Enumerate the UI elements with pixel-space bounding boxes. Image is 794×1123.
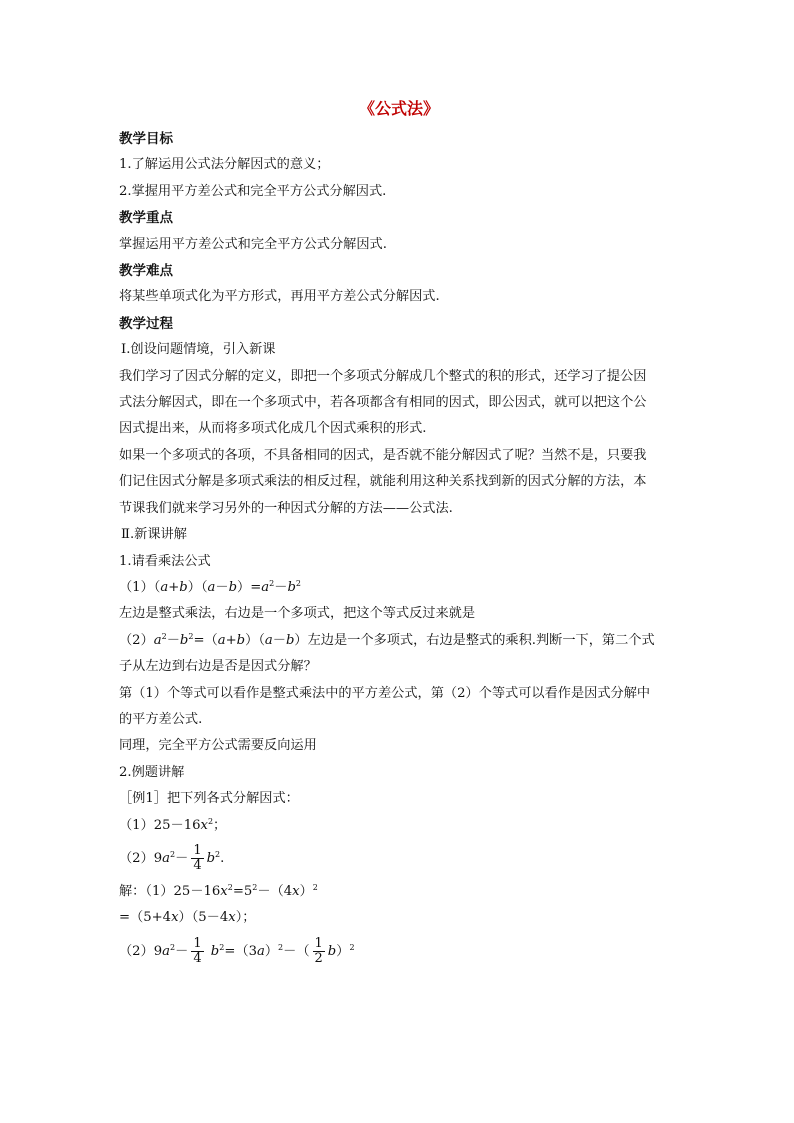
part1-heading: Ⅰ.创设问题情境，引入新课 [121,342,276,358]
document-page [119,96,679,972]
key-points-text: 掌握运用平方差公式和完全平方公式分解因式. [119,236,387,252]
paragraph-4-line-1: 第（1）个等式可以看作是整式乘法中的平方差公式，第（2）个等式可以看作是因式分解中 [119,685,651,701]
fraction-one-quarter-2: $\frac{1}{4}$ [193,935,202,966]
paragraph-1-line-2: 式法分解因式，即在一个多项式中，若各项都含有相同的因式，即公因式，就可以把这个公 [119,395,647,411]
heading-goals: 教学目标 [119,131,173,147]
heading-process: 教学过程 [119,315,173,332]
paragraph-1-line-1: 我们学习了因式分解的定义，即把一个多项式分解成几个整式的积的形式，还学习了提公因 [119,368,647,384]
example-1-heading: ［例1］把下列各式分解因式： [119,791,299,807]
goal-line-2: 2.掌握用平方差公式和完全平方公式分解因式. [119,183,387,199]
paragraph-2-line-2: 们记住因式分解是多项式乘法的相反过程，就能利用这种关系找到新的因式分解的方法，本 [119,474,647,490]
solution-line-1: 解：$(1)25-16x^2=5^2-(4x)^2$ [119,882,318,899]
item-1: 1.请看乘法公式 [119,553,211,569]
solution-line-2: =（5+4x）（5－4x）； [119,910,256,926]
paragraph-4-line-2: 的平方差公式. [119,711,203,727]
goal-line-1: 1.了解运用公式法分解因式的意义； [119,157,330,173]
paragraph-1-line-3: 因式提出来，从而将多项式化成几个因式乘积的形式. [119,421,427,437]
paragraph-2-line-3: 节课我们就来学习另外的一种因式分解的方法——公式法. [119,500,453,516]
paragraph-3: 左边是整式乘法，右边是一个多项式，把这个等式反过来就是 [119,606,476,622]
example-1-part-1: $(1)25-16x^2$； [119,816,227,833]
paragraph-2-line-1: 如果一个多项式的各项，不具备相同的因式，是否就不能分解因式了呢？当然不是，只要我 [119,447,647,463]
paragraph-5: 同理，完全平方公式需要反向运用 [119,738,317,754]
solution-line-3: $(2)9a^2-$ $\frac{1}{4}$ $b^2=(3a)^2-$（ $\frac{1}{2}$ b）$^2$ [119,935,355,966]
equation-2-tail: 左边是一个多项式，右边是整式的乘积.判断一下，第二个式 [307,632,655,648]
fraction-one-half: $\frac{1}{2}$ [314,935,323,966]
example-1-part-2: $(2)9a^2-$ $\frac{1}{4}$ $b^2$. [119,842,225,873]
item-2: 2.例题讲解 [119,764,185,780]
part2-heading: Ⅱ.新课讲解 [121,527,187,543]
equation-2-line: $(2)a^2-b^2=(a+b)(a-b)$左边是一个多项式，右边是整式的乘积.判断一下，第二个式 [119,631,655,648]
equation-2-tail-2: 子从左边到右边是否是因式分解？ [119,659,317,675]
page-title: 《公式法》 [358,99,439,118]
solution-label: 解： [119,883,146,899]
heading-difficulties: 教学难点 [119,263,173,280]
equation-1: $(1)(a+b)(a-b)=a^2-b^2$ [119,578,301,595]
difficulties-text: 将某些单项式化为平方形式，再用平方差公式分解因式. [119,289,440,305]
heading-key-points: 教学重点 [119,210,173,227]
fraction-one-quarter: $\frac{1}{4}$ [193,842,202,873]
